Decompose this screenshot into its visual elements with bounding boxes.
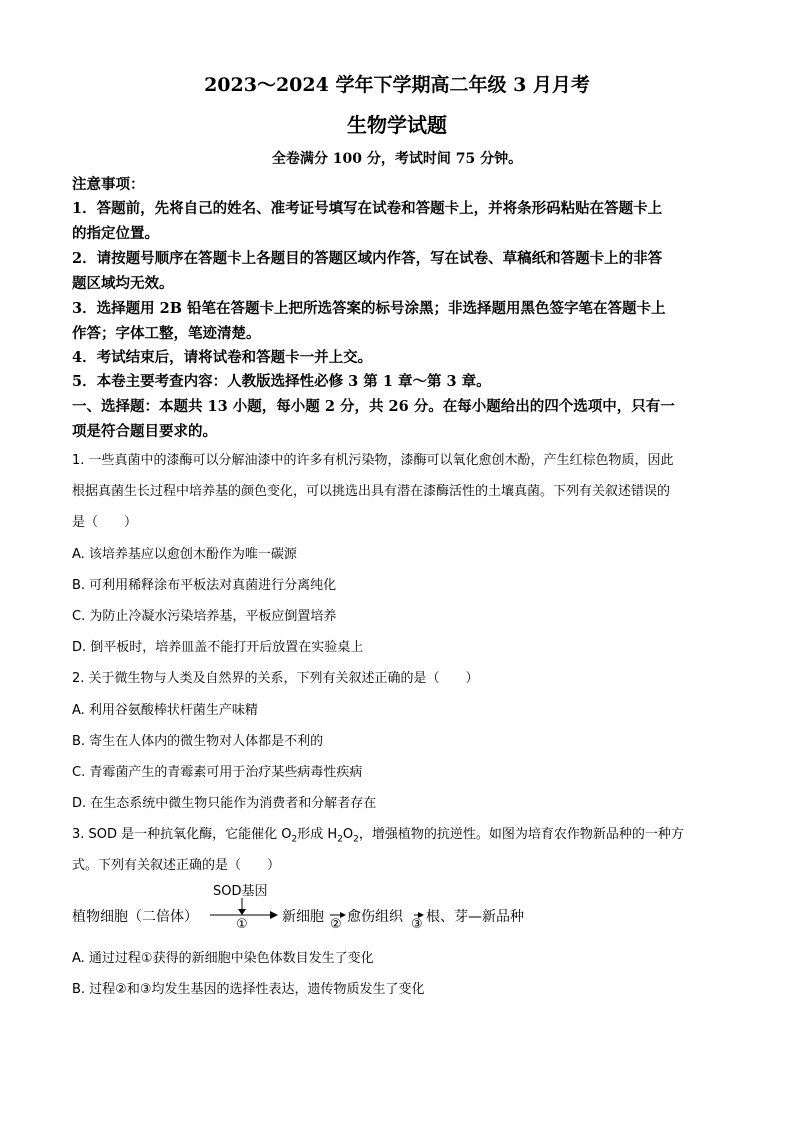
- q2-stem: 2. 关于微生物与人类及自然界的关系，下列有关叙述正确的是（ ）: [72, 671, 479, 686]
- q1-option-b: B. 可利用稀释涂布平板法对真菌进行分离纯化: [72, 578, 337, 593]
- subject-title: 生物学试题: [347, 113, 447, 137]
- q3-stem-cont: 式。下列有关叙述正确的是（ ）: [72, 858, 281, 873]
- notice-line: 题区域均无效。: [72, 275, 174, 292]
- q1-stem: 1. 一些真菌中的漆酶可以分解油漆中的许多有机污染物，漆酶可以氧化愈创木酚，产生红棕色物质，因此: [72, 453, 674, 468]
- q1-stem: 是（ ）: [72, 515, 138, 530]
- notice-line: 1．答题前，先将自己的姓名、准考证号填写在试卷和答题卡上，并将条形码粘贴在答题卡上: [72, 200, 663, 217]
- notice-heading: 注意事项：: [72, 176, 145, 193]
- step1-arrowhead: [270, 911, 278, 919]
- section-heading-cont: 项是符合题目要求的。: [72, 423, 217, 440]
- notice-line: 的指定位置。: [72, 225, 159, 242]
- step1-marker: ①: [236, 917, 248, 932]
- q1-option-c: C. 为防止冷凝水污染培养基，平板应倒置培养: [72, 609, 337, 624]
- exam-info: 全卷满分 100 分，考试时间 75 分钟。: [271, 151, 523, 167]
- sod-gene-label: SOD基因: [213, 884, 268, 899]
- step2-marker: ②: [330, 917, 342, 932]
- notice-line: 作答；字体工整，笔迹清楚。: [72, 325, 261, 342]
- notice-line: 2．请按题号顺序在答题卡上各题目的答题区域内作答，写在试卷、草稿纸和答题卡上的非答: [72, 250, 663, 267]
- gene-insert-arrowhead: [238, 909, 246, 915]
- q2-option-c: C. 青霉菌产生的青霉素可用于治疗某些病毒性疾病: [72, 765, 363, 780]
- q3-stem: 3. SOD 是一种抗氧化酶，它能催化 $O_2$形成 $H_2O_2$，增强植物的抗逆性。如图为培育农作物新品种的一种方: [72, 827, 684, 845]
- q1-option-a: A. 该培养基应以愈创木酚作为唯一碳源: [72, 547, 297, 562]
- new-cell-label: 新细胞: [282, 909, 324, 925]
- new-variety-label: 根、芽—新品种: [426, 909, 524, 925]
- q3-option-a: A. 通过过程①获得的新细胞中染色体数目发生了变化: [72, 951, 374, 966]
- callus-label: 愈伤组织: [347, 909, 403, 925]
- q2-option-d: D. 在生态系统中微生物只能作为消费者和分解者存在: [72, 796, 377, 811]
- section-heading: 一、选择题：本题共 13 小题，每小题 2 分，共 26 分。在每小题给出的四个选项中，只有一: [72, 398, 675, 415]
- q3-option-b: B. 过程②和③均发生基因的选择性表达，遗传物质发生了变化: [72, 982, 425, 997]
- plant-cell-label: 植物细胞（二倍体）: [72, 909, 198, 925]
- notice-line: 4．考试结束后，请将试卷和答题卡一并上交。: [72, 349, 373, 366]
- q1-stem: 根据真菌生长过程中培养基的颜色变化，可以挑选出具有潜在漆酶活性的土壤真菌。下列有关叙述错误的: [72, 484, 671, 499]
- q2-option-b: B. 寄生在人体内的微生物对人体都是不利的: [72, 734, 324, 749]
- step3-marker: ③: [411, 917, 423, 932]
- notice-line: 3．选择题用 2B 铅笔在答题卡上把所选答案的标号涂黑；非选择题用黑色签字笔在答题卡上: [72, 300, 666, 317]
- notice-line: 5．本卷主要考查内容：人教版选择性必修 3 第 1 章～第 3 章。: [72, 373, 491, 390]
- q1-option-d: D. 倒平板时，培养皿盖不能打开后放置在实验桌上: [72, 640, 364, 655]
- exam-title: 2023～2024 学年下学期高二年级 3 月月考: [204, 74, 590, 96]
- q2-option-a: A. 利用谷氨酸棒状杆菌生产味精: [72, 703, 258, 718]
